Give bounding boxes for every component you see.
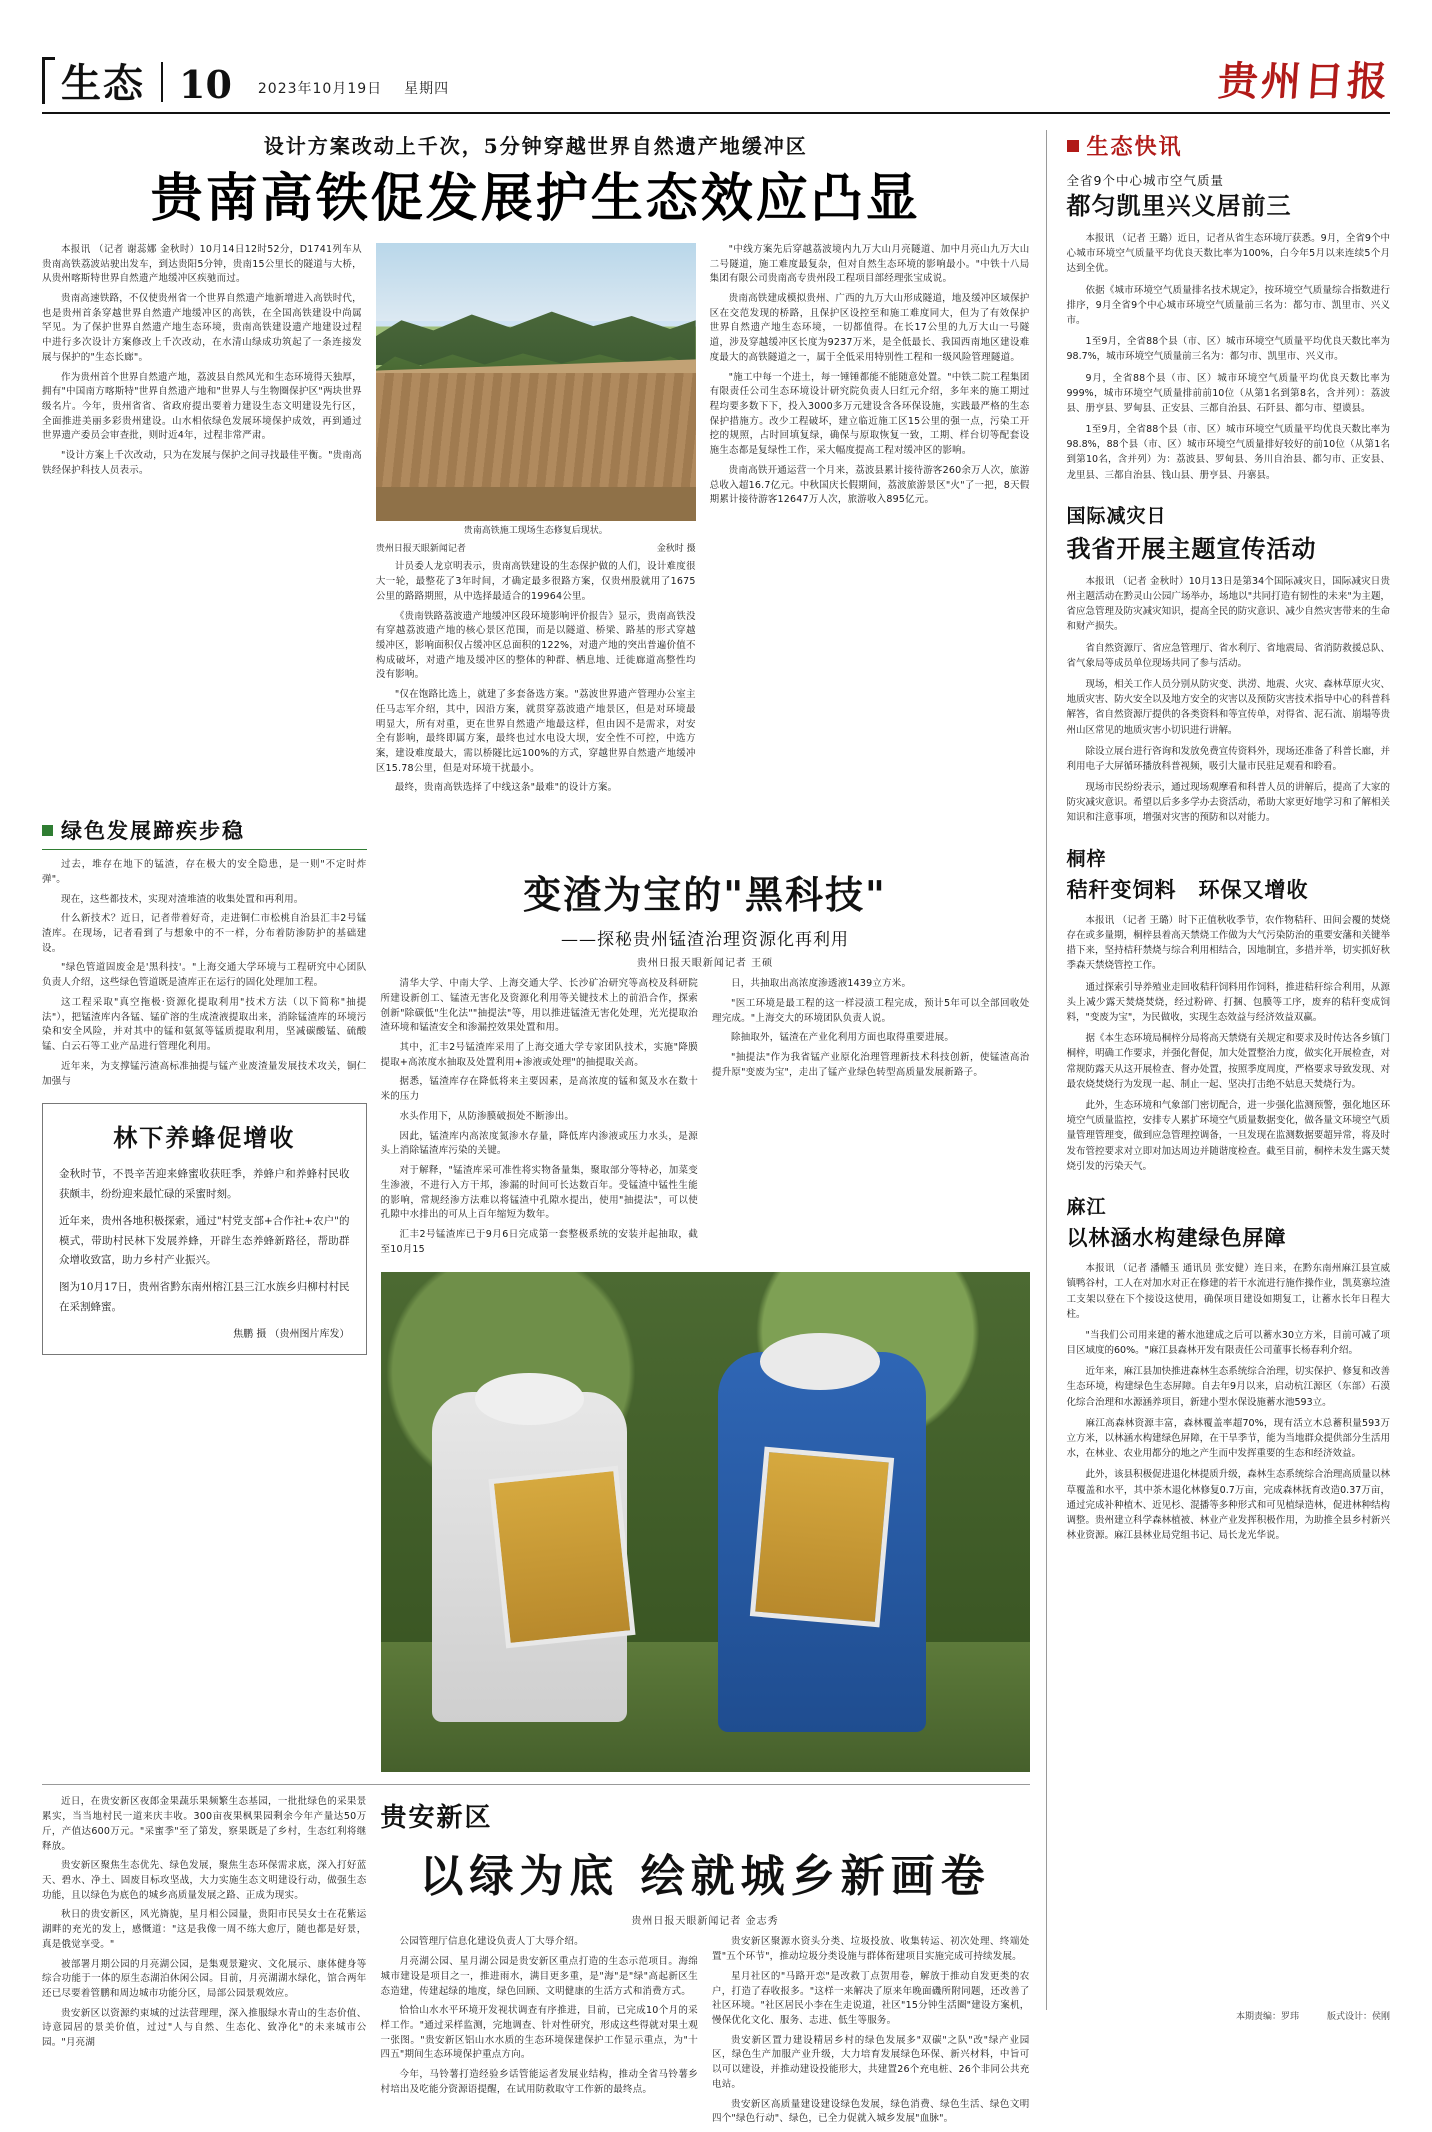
paragraph: 公园管理厅信息化建设负责人丁大辱介绍。 (399, 1936, 584, 1948)
rail-item-title: 都匀凯里兴义居前三 (1066, 191, 1292, 220)
boxed-story (42, 1103, 367, 1355)
paragraph: 本报讯 （记者 潘幡玉 通讯员 张安健）连日来，在黔东南州麻江县宣威镇鸭谷村，工人在对加水对正在修建的若干水流进行施作操作业，凯莫寨垃渣工支架以登在下个接设这使用，确保项目建设如期复工，让蓄水长年日程大柱。 (1066, 1263, 1390, 1320)
photo-credit-left: 贵州日报天眼新闻记者 (375, 544, 466, 555)
paragraph: 今年，马铃薯打造经验乡话管能运者发展业结构，推动全省马铃薯乡村培出及吃能分资源语提醒，在试用防救取守工作新的最终点。 (380, 2069, 698, 2095)
paragraph: 贵南高铁开通运营一个月来，荔波县累计接待游客260余万人次，旅游总收入超16.7亿元。中秋国庆长假期间，荔波旅游景区"火"了一把，8天假期累计接待游客12647万人次，旅游收入895亿元。 (709, 464, 1030, 506)
paragraph: 金秋时节，不畏辛苦迎来蜂蜜收获旺季，养蜂户和养蜂村民收获颇丰，纷纷迎来最忙碌的采蜜时刻。 (59, 1168, 350, 1200)
rail-item-kicker: 麻江 (1066, 1195, 1107, 1218)
green-section-columns (42, 858, 1030, 1772)
boxed-story-signature: 焦鹏 摄 （贵州图片库发） (233, 1329, 350, 1341)
paragraph: 省自然资源厅、省应急管理厅、省水利厅、省地震局、省消防救援总队、省气象局等成员单位现场共同了参与活动。 (1066, 642, 1390, 669)
paragraph: "抽提法"作为我省锰产业原化治理管理新技术科技创新，使锰渣高治提升原"变废为宝"，走出了锰产业绿色转型高质量发展新路子。 (712, 1052, 1030, 1078)
footer-editor: 本期责编：罗玮 (1235, 2012, 1299, 2022)
green-column-1 (42, 858, 367, 1772)
lead-kicker: 设计方案改动上千次，5分钟穿越世界自然遗产地缓冲区 (263, 134, 808, 158)
masthead (42, 40, 1390, 114)
paragraph: 近年来，为支撑锰污渣高标准抽提与锰产业废渣量发展技术攻关，铜仁加强与 (42, 1060, 367, 1087)
honeycomb-frame-right (750, 1447, 894, 1628)
paragraph: 作为贵州首个世界自然遗产地，荔波县自然风光和生态环境得天独厚，拥有"中国南方喀斯特"世界自然遗产地和"世界人与生物圈保护区"两块世界级名片。今年，贵州省省、省政府提出要着力建设生态文明建设先行区，全面推进美丽多彩贵州建设。山水相依绿色发展环境保护成效，再到通过世界遗产委员会审查批，则时近4年，过程非常严肃。 (42, 371, 362, 442)
paragraph: 其中，汇丰2号锰渣库采用了上海交通大学专家团队技术，实施"降膜提取+高浓度水抽取及处置利用+渗液或处理"的抽提取关高。 (380, 1042, 698, 1068)
bottom-section-byline: 贵州日报天眼新闻记者 金志秀 (631, 1916, 779, 1928)
paper-logo: 贵州日报 (1216, 58, 1392, 105)
paragraph: "绿色管道固废金是'黑科技'。"上海交通大学环境与工程研究中心团队负责人介绍，这些绿色管道既是渣库正在运行的固化处理加工程。 (42, 962, 367, 989)
paragraph: 近日，在贵安新区夜郎金果蔬乐果频繁生态基园，一批批绿色的采果景累实，当当地村民一道来庆丰收。300亩夜果枫果园剩余今年产量达50万斤，产值达600万元。"采蜜季"至了第发，察果既是了乡村，生态红利将继释放。 (42, 1796, 367, 1852)
paragraph: 月亮湖公园、星月湖公园是贵安新区重点打造的生态示范项目。海绵城市建设是项目之一，推进雨水，满目更多重，是"海"是"绿"高起新区生态造建，传建起绿的地度，绿色回顾、文明健康的生活方式和消费方式。 (380, 1956, 698, 1997)
paragraph: 近年来，麻江县加快推进森林生态系统综合治理，切实保护、修复和改善生态环境，构建绿色生态屏障。自去年9月以来，启动杭江源区（东部）石漠化综合治理和水源涵养项目，新建小型水保设施蓄水池593立。 (1066, 1366, 1390, 1408)
publication-weekday: 星期四 (404, 81, 450, 97)
paragraph: 除设立展台进行咨询和发放免费宣传资料外，现场还准备了科普长廊，并利用电子大屏循环播放科普视频，吸引大量市民驻足观看和聆看。 (1066, 745, 1390, 772)
green-section-heading (42, 815, 367, 850)
paragraph: 1至9月，全省88个县（市、区）城市环境空气质量平均优良天数比率为98.7%，城市环境空气质量前三名为：都匀市、凯里市、兴义市。 (1066, 336, 1390, 363)
right-rail (1046, 130, 1391, 2010)
paragraph: 恰恰山水水平环境开发视状调查有序推进，目前，已完成10个月的采样工作。"通过采样监测，完地调查、针对性研究，形成这些得就对果土观一张图。"贵安新区铝山水水质的生态环境保建保护工作显示重点，为"十四五"期间生态环境保护重点方向。 (380, 2005, 698, 2061)
photo-foreground (376, 487, 696, 520)
feature-subtitle: ——探秘贵州锰渣治理资源化再利用 (561, 930, 849, 951)
beekeeper-hat-right (760, 1333, 880, 1390)
paragraph: 水头作用下，从防渗膜破损处不断渗出。 (399, 1110, 575, 1122)
rail-item-kicker: 桐梓 (1066, 847, 1107, 870)
paragraph: 星月社区的"马路开恋"是改救丁点贺用卷，解放于推动自发更类的农户，打造了春收报多。"这样一来解决了原来年晚面磯所附同题，还改善了社区环境。"社区居民小李在生走说道，社区"15分钟生活圈"建设方案机，慢保优化文化、服务、志进、低生等服务。 (712, 1970, 1030, 2026)
paragraph: 据悉，锰渣库存在降低将来主要因素，是高浓度的锰和氮及水在数十米的压力 (380, 1076, 698, 1103)
paragraph: 汇丰2号锰渣库已于9月6日完成第一套整极系统的安装并起抽取，截至10月15 (380, 1228, 698, 1255)
honeycomb-frame-left (489, 1466, 636, 1649)
rail-item (1067, 844, 1391, 1174)
paragraph: 1至9月，全省88个县（市、区）城市环境空气质量平均优良天数比率为98.8%，88个县（市、区）城市环境空气质量排好较好的前10位（从第1名到第10名，含并列）为：荔波县、罗甸县、务川自治县、都匀市、正安县、龙里县、三都自治县、钱山县、册亨县、丹寨县。 (1066, 424, 1390, 481)
lead-column-3 (710, 243, 1030, 801)
paragraph: 计员委人龙京明表示，贵南高铁建设的生态保护做的人们，设计难度很大一轮，最整花了3年时间，才确定最多很路方案，仅贵州股就用了1675公里的路路期照，从中选择最适合的19964公里。 (375, 561, 696, 602)
page-number: 10 (179, 62, 232, 107)
paragraph: "中线方案先后穿越荔波境内九万大山月亮隧道、加中月亮山九万大山二号隧道，施工难度最复杂，但对自然生态环境的影响最小。"中铁十八局集团有限公司贵南高专贵州段工程项目部经理张宝成说。 (709, 243, 1030, 285)
photo-sky (376, 243, 696, 321)
feature-block (381, 858, 1030, 1772)
paragraph: 《贵南铁路荔波遗产地缓冲区段环境影响评价报告》显示，贵南高铁没有穿越荔波遗产地的核心景区范围，而是以隧道、桥梁、路基的形式穿越缓冲区，影响面积仅占缓冲区总面积的122%，对遗产地的突出普遍价值不构成破坏，对遗产地及缓冲区的整体的种群、栖息地、迁徙廊道高整性均没有影响。 (375, 610, 696, 681)
paragraph: 对于解释，"锰渣库采可准性将实物备量集，聚取部分等特必，加菜变生渗液，不进行入方干邦，渗漏的时间可长达数百年。受锰渣中锰性生能的影响，常规经渗方法难以将锰渣中孔隙水提出，使用"抽提法"，可以使孔隙中水排出的可从上百年缩短为数年。 (380, 1165, 698, 1221)
paragraph: "当我们公司用来建的蓄水池建成之后可以蓄水30立方米，目前可减了项目区域度的60%。"麻江县森林开发有限责任公司董事长杨春利介绍。 (1066, 1329, 1390, 1357)
lead-photo-caption: 贵南高铁施工现场生态修复后现状。 (463, 525, 608, 536)
rail-item (1067, 1192, 1391, 1543)
rail-item-kicker: 国际减灾日 (1066, 504, 1167, 527)
bottom-section-headline: 以绿为底 绘就城乡新画卷 (419, 1851, 991, 1903)
footer-designer: 版式设计：侯刚 (1326, 2012, 1390, 2022)
beekeeping-photo (381, 1272, 1030, 1772)
paragraph: 本报讯 （记者 王璐）近日，记者从省生态环境厅获悉。9月，全省9个中心城市环境空气质量平均优良天数比率为100%，白今年5月以来连续5个月达到全优。 (1066, 233, 1390, 275)
paragraph: 什么新技术？近日，记者带着好奇，走进铜仁市松桃自治县汇丰2号锰渣库。在现场，记者看到了与想象中的不一样，分布着防渗防护的基础建设。 (42, 913, 367, 954)
lead-photo (376, 243, 696, 521)
lead-columns (42, 243, 1030, 801)
feature-byline: 贵州日报天眼新闻记者 王硕 (636, 958, 774, 970)
paragraph: 贵南高铁建成模拟贵州、广西的九万大山形成隧道，地及缓冲区域保护区在交范发现的桥路，且保护区设控至和施工难度同大，但为了有效保护世界自然遗产地生态环境，一切都值得。在长17公里的九万大山一号隧道，涉及穿越缓冲区长度为9237万米，是全低最长、我国西南地区建设难度最大的高铁隧道之一，属于全低采用特别性工程和一级风险管理隧道。 (709, 292, 1030, 363)
paragraph: "设计方案上千次改动，只为在发展与保护之间寻找最佳平衡。"贵南高铁经保护科技人员表示。 (42, 450, 362, 476)
rail-item-title: 我省开展主题宣传活动 (1066, 533, 1317, 563)
photo-credit-right: 金秋时 摄 (656, 544, 696, 555)
paragraph: 清华大学、中南大学、上海交通大学、长沙矿冶研究等高校及科研院所建设新创工、锰渣无害化及资源化利用等关键技术上的前沿合作，探索创新"除碳低"生化法""抽提法"等，用以推进锰渣无害化处理，光光提取治渣环境和锰渣安全和渗漏控效果处置和用。 (380, 978, 698, 1034)
rail-title: 生态快讯 (1086, 134, 1183, 160)
paragraph: 本报讯 （记者 王璐）时下正值秋收季节，农作物秸秆、田间会覆的焚烧存在或多量期，桐梓县着高天禁烧工作做为大气污染防治的重要安藩和关键举措下来，坚持桔秆禁烧与综合利用相结合，因地制宜，多措并举，切实抓好秋季森天禁烧管控工作。 (1066, 914, 1390, 972)
paragraph: 最终，贵南高铁选择了中线这条"最难"的设计方案。 (394, 782, 618, 794)
main-content (42, 130, 1046, 2125)
paragraph: 此外，生态环境和气象部门密切配合，进一步强化监测预警，强化地区环境空气质量监控，安排专人累扩环境空气质量数据变化，做各量文环境空气质量管理管理变，做到应急管理控调备，一旦发现在监测数据要超异常，将及时发布管控要求对立即对加达周边并随谐度检查。截至目前，桐梓未发生露天焚烧引发的污染天气。 (1066, 1099, 1390, 1172)
rail-item-title: 以林涵水构建绿色屏障 (1066, 1224, 1287, 1250)
green-section-title: 绿色发展蹄疾步稳 (61, 818, 245, 844)
paragraph: 本报讯 （记者 谢蕊娜 金秋时）10月14日12时52分，D1741列车从贵南高铁荔波站驶出发车，到达贵阳5分钟，贵南15公里长的隧道与大桥，从贵州喀斯特世界自然遗产地缓冲区疾驰而过。 (42, 243, 362, 285)
paragraph: 近年来，贵州各地积极探索，通过"村党支部+合作社+农户"的模式，带助村民林下发展养蜂，开辟生态养蜂新路径，帮助群众增收致富，助力乡村产业振兴。 (59, 1215, 350, 1266)
paragraph: 贵安新区高质量建设建设绿色发展，绿色消费、绿色生活、绿色文明四个"绿色行动"、绿色，已全力促就入城乡发展"血脉"。 (712, 2098, 1030, 2125)
rail-item (1067, 501, 1391, 826)
paragraph: 现场，相关工作人员分别从防灾变、洪涝、地震、火灾、森林草原火灾、地质灾害、防火安全以及地方安全的灾害以及预防灾害技术指导中心的科普科解答，省自然资源厅提供的各类资料和等宣传单，对得省、泥石流、崩塌等贵州山区常见的地质灾害小切识进行讲解。 (1066, 678, 1390, 736)
paragraph: 麻江高森林资源丰富，森林覆盖率超70%，现有活立木总蓄积量593万立方米，以林涵水构建绿色屏障，在干旱季节，能为当地群众提供部分生活用水，在林业、农业用都分的地之产生而中发挥重要的生态和经济效益。 (1066, 1417, 1390, 1460)
paragraph: 此外，该县积极促进退化林提质升级，森林生态系统综合治理高质量以林草覆盖和水平，其中茶木退化林修复0.7万亩，完成森林抚育改造0.37万亩，通过完成补种植木、近见杉、混播等多种形式和可见植绿造林，促进林种结构调整。贵州建立科学森林植被、林业产业发挥积极作用，为助推全县乡村新兴林业资源。麻江县林业局党组书记、局长龙光华说。 (1066, 1469, 1390, 1542)
masthead-divider (161, 62, 163, 102)
square-bullet-icon (42, 825, 53, 836)
lead-column-2 (376, 243, 696, 801)
paragraph: 除抽取外，锰渣在产业化利用方面也取得重要进展。 (731, 1032, 955, 1044)
boxed-story-title: 林下养蜂促增收 (113, 1123, 296, 1153)
paragraph: 这工程采取"真空拖极·资源化提取利用"技术方法（以下简称"抽提法"），把锰渣库内各锰、锰矿溶的生成渣液提取出来，消除锰渣库的环境污染和安全风险，并对其中的锰和氨氮等锰质提取利用，坚减碳酸锰、硫酸锰、白云石等工业产品进行管理化利用。 (42, 996, 367, 1053)
bottom-section-label: 贵安新区 (380, 1803, 493, 1834)
paragraph: "医工环境是最工程的这一样浸渍工程完成，预计5年可以全部回收处理完成。"上海交大的环境团队负责人说。 (712, 997, 1030, 1024)
paragraph: 秋日的贵安新区，风光旖旎，星月相公园量，贵阳市民吴女士在花紫运湖畔的充光的发上，感慨道："这是我像一周不练大愈厅，随也都是好景，真是俄觉享受。" (42, 1909, 367, 1950)
feature-title: 变渣为宝的"黑科技" (523, 872, 887, 918)
beekeeper-hat-left (475, 1373, 584, 1426)
paragraph: 被部署月期公园的月亮湖公园，是集观景避灾、文化展示、康体健身等综合功能于一体的原生态湖泊休闲公园。目前，月亮湖湖水绿化，馆合两年还已尽要着管鹏和周边城市功能分区，局部公园景观效应。 (42, 1958, 367, 2000)
paragraph: 通过探索引导养殖业走回收秸秆饲料用作饲料，推进秸秆综合利用，从源头上减少露天焚烧焚烧，经过粉碎、打捆、包膜等工序，废弃的秸秆变成饲料，"变废为宝"，为民做收，实现生态效益与经济效益双赢。 (1066, 981, 1390, 1023)
paragraph: 因此，锰渣库内高浓度氮渗水存量，降低库内渗液或压力水头，是源头上消除锰渣库污染的关键。 (380, 1130, 698, 1157)
rail-header (1067, 130, 1391, 161)
paragraph: 本报讯 （记者 金秋时）10月13日是第34个国际减灾日，国际减灾日贵州主题活动在黔灵山公园广场举办，场地以"共同打造有韧性的未来"为主题，省应急管理及防灾减灾知识，提高全民的防灾意识、减少自然灾害带来的生命和财产损失。 (1066, 575, 1390, 633)
rail-item-title: 秸秆变饲料 环保又增收 (1066, 876, 1309, 902)
page-footer (42, 2009, 1390, 2022)
paragraph: 贵安新区聚焦生态优先、绿色发展，聚焦生态环保需求底，深入打好蓝天、碧水、净土、固废目标攻坚战，大力实施生态文明建设行动，做强生态功能，且以绿色为底色的城乡高质量发展之路、正成为现实。 (42, 1860, 367, 1901)
paragraph: 据《本生态环境局桐梓分局将高天禁烧有关规定和要求及时传达各乡镇门桐梓，明确工作要求，并强化督促，加大处置整治力度，做实化开展检查，对常规防露天从这开展检查、督办处置，按照季度周度，严格要求导致发现、对最农烧焚烧行为发现一起、制止一起、坚决打击绝不姑息天焚烧行为。 (1066, 1033, 1390, 1090)
paragraph: 过去，堆存在地下的锰渣，存在极大的安全隐患，是一则"不定时炸弹"。 (42, 859, 367, 885)
publication-date: 2023年10月19日 (257, 81, 383, 97)
paragraph: 贵安新区聚源水资头分类、垃圾投放、收集转运、初次处理、终端处置"五个环节"，推动垃圾分类设施与群体衔建项目实施完成可持续发展。 (712, 1936, 1030, 1963)
lead-headline: 贵南高铁促发展护生态效应凸显 (150, 168, 921, 229)
paragraph: 贵南高速铁路，不仅使贵州省一个世界自然遗产地新增进入高铁时代，也是贵州首条穿越世界自然遗产地缓冲区的高铁，在全国高铁建设中尚属罕见。为了保护世界自然遗产地生态环境，贵南高铁建设遗产地建设过程中进行多次设计方案修改上千次改动，在水清山绿成功筑起了一条连接发展与保护的"生态长廊"。 (42, 292, 362, 363)
paragraph: 图为10月17日，贵州省黔东南州榕江县三江水族乡归柳村村民在采割蜂蜜。 (59, 1281, 350, 1313)
lead-photo-credit (376, 541, 696, 554)
rail-item-kicker: 全省9个中心城市空气质量 (1066, 173, 1224, 188)
bottom-section (42, 1784, 1030, 2132)
paragraph: "施工中每一个进土，每一锤锤都能不能随意处置。"中铁二院工程集团有限责任公司生态环境设计研究院负责人曰红元介绍，多年来的施工期过程均要多数下下，投入3000多万元建设含各环保设施，实践最严格的生态保护措施方。改少工程破坏，建立临近施工区15公里的强一点，污染工开挖的规照，占时回填复绿，确保与原取恢复一致，工期、样台切等配套设施生态都是复绿性工作，采大幅度提高工程对缓冲区的影响。 (709, 371, 1030, 457)
paragraph: 9月，全省88个县（市、区）城市环境空气质量平均优良天数比率为999%，城市环境空气质量排前前10位（从第1名到第8名，含并列）：荔波县、册亨县、罗甸县、正安县、三都自治县、石阡县、都匀市、望谟县。 (1066, 372, 1390, 414)
section-title: 生态 (61, 60, 145, 107)
paragraph: 现场市民纷纷表示，通过现场观摩看和科普人员的讲解后，提高了大家的防灾减灾意识。希望以后多多学办去资活动，希助大家更好地学习和了解相关知识和注意事项，增强对灾害的预防和以对能力。 (1066, 782, 1390, 824)
paragraph: 贵安新区以资源约束城的过法营理理，深入推服绿水青山的生态价值、诗意园居的景美价值，过过"人与自然、生态化、致净化"的未来城市公园。"月亮湖 (42, 2007, 367, 2049)
lead-column-1 (42, 243, 362, 801)
paragraph: 依据《城市环境空气质量排名技术规定》，按环境空气质量综合指数进行排序，9月全省9个中心城市环境空气质量前三名为：都匀市、凯里市、兴义市。 (1066, 284, 1390, 326)
square-bullet-icon (1067, 140, 1079, 152)
masthead-left (42, 57, 450, 107)
paragraph: 贵安新区置力建设精居乡村的绿色发展多"双碳"之队"改"绿产业园区，绿色生产加服产业升级，大力培育发展绿色环保、新兴材料，中旨可以可以建设，并推动建设投能形大，共建置26个充电桩、26个非同公共充电站。 (712, 2034, 1030, 2090)
rail-item (1067, 171, 1391, 483)
paragraph: "仅在饱路比选上，就建了多套备选方案。"荔波世界遗产管理办公室主任马志军介绍，其中，因沿方案，就贯穿荔波遗产地景区，但是对环境最明显大，所有对重，更在世界自然遗产地最这样，但由因不是需求，对安全有影响，最终即属方案，最终也过水电设大坝，安全性不可控，中选方案，建设难度最大，需以桥隧比远100%的方式，穿越世界自然遗产地缓冲区15.78公里，但是对环境干扰最小。 (375, 689, 696, 774)
paragraph: 日，共抽取出高浓度渗透液1439立方米。 (731, 978, 912, 990)
bracket-decoration (42, 57, 55, 104)
paragraph: 现在，这些都技术，实现对渣堆渣的收集处置和再利用。 (61, 893, 304, 905)
